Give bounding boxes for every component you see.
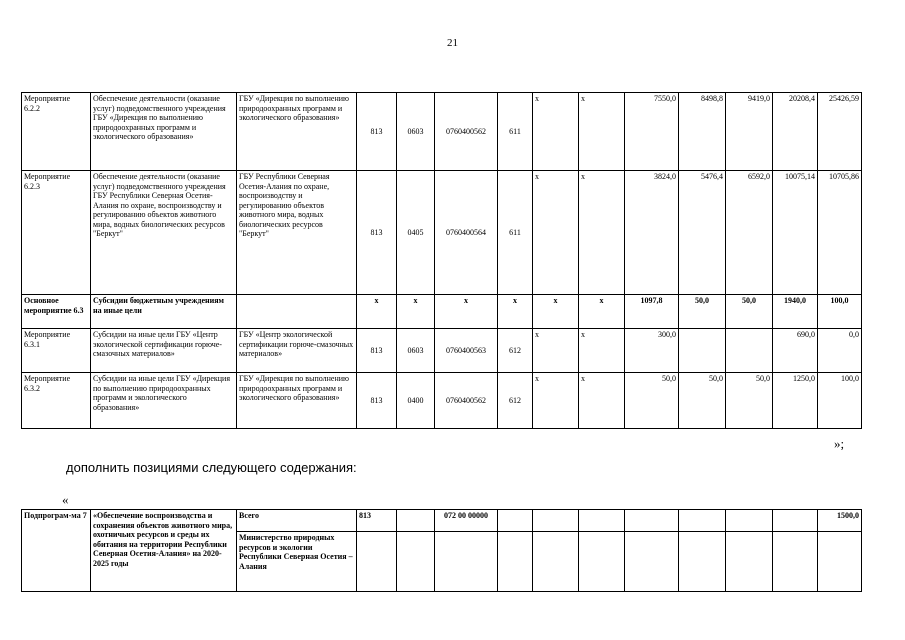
table-cell: Мероприятие 6.2.3 [22, 171, 91, 295]
table-cell: x [533, 93, 579, 171]
empty-cell [625, 532, 679, 592]
table-cell: 50,0 [726, 373, 773, 429]
table-cell: 300,0 [625, 329, 679, 373]
empty-cell [726, 532, 773, 592]
table-cell: 0405 [397, 171, 435, 295]
empty-cell [579, 510, 625, 532]
table-cell: 0760400562 [435, 373, 498, 429]
row-csr: 072 00 00000 [435, 510, 498, 532]
table-cell: x [357, 295, 397, 329]
table-cell: 10705,86 [818, 171, 862, 295]
intro-text: дополнить позициями следующего содержания: [66, 460, 357, 475]
table-cell: 813 [357, 373, 397, 429]
empty-cell [726, 510, 773, 532]
table-cell: 20208,4 [773, 93, 818, 171]
table-cell [237, 295, 357, 329]
row-value-2025: 1500,0 [818, 510, 862, 532]
table-cell: x [579, 295, 625, 329]
closing-quote: »; [834, 436, 845, 451]
table-cell: 0603 [397, 93, 435, 171]
table-cell: 0760400562 [435, 93, 498, 171]
empty-cell [498, 510, 533, 532]
empty-cell [397, 532, 435, 592]
table-cell: 50,0 [679, 295, 726, 329]
empty-cell [773, 510, 818, 532]
table-cell: 813 [357, 171, 397, 295]
empty-cell [818, 532, 862, 592]
table-cell: 25426,59 [818, 93, 862, 171]
table-cell: x [579, 171, 625, 295]
table-cell: Основное мероприятие 6.3 [22, 295, 91, 329]
empty-cell [679, 510, 726, 532]
table-cell: x [579, 373, 625, 429]
table-cell: x [579, 93, 625, 171]
table-cell: 611 [498, 171, 533, 295]
table-cell: 1097,8 [625, 295, 679, 329]
table-cell: 611 [498, 93, 533, 171]
row-executor-total: Всего [237, 510, 357, 532]
table-cell: 7550,0 [625, 93, 679, 171]
table-cell: 0760400564 [435, 171, 498, 295]
table-cell: 50,0 [679, 373, 726, 429]
table-cell: x [435, 295, 498, 329]
table-cell: 50,0 [726, 295, 773, 329]
table-row [22, 329, 862, 373]
empty-cell [435, 532, 498, 592]
table-cell: 1940,0 [773, 295, 818, 329]
table-row [22, 93, 862, 171]
opening-quote: « [62, 492, 69, 507]
table-cell: 50,0 [625, 373, 679, 429]
table-cell: 100,0 [818, 373, 862, 429]
table-cell: ГБУ «Центр экологической сертификации горюче-смазочных материалов» [237, 329, 357, 373]
page-number: 21 [447, 37, 458, 49]
table-cell: 10075,14 [773, 171, 818, 295]
table-cell: 813 [357, 93, 397, 171]
table-cell: Субсидии на иные цели ГБУ «Центр экологической сертификации горюче-смазочных материалов» [91, 329, 237, 373]
table-cell: x [533, 373, 579, 429]
table-cell: x [533, 171, 579, 295]
empty-cell [533, 510, 579, 532]
table-cell: x [533, 329, 579, 373]
table-cell: Мероприятие 6.3.1 [22, 329, 91, 373]
table-cell: 6592,0 [726, 171, 773, 295]
table-cell: 612 [498, 373, 533, 429]
empty-cell [579, 532, 625, 592]
row-grbs: 813 [357, 510, 397, 532]
table-cell: 5476,4 [679, 171, 726, 295]
subprogram-name: «Обеспечение воспроизводства и сохранения объектов животного мира, охотничьих ресурсов и среды их обитания на территории Республики Северная Осетия-Алания» на 2020-2025 годы [91, 510, 237, 592]
table-cell: Субсидии на иные цели ГБУ «Дирекция по выполнению природоохранных программ и экологического образования» [91, 373, 237, 429]
table-row [22, 171, 862, 295]
table-cell: Субсидии бюджетным учреждениям на иные цели [91, 295, 237, 329]
table-cell: 690,0 [773, 329, 818, 373]
table-cell: 612 [498, 329, 533, 373]
table-cell: Обеспечение деятельности (оказание услуг) подведомственного учреждения ГБУ Республики Северная Осетия-Алания по охране, воспроизводству и регулированию объектов животного мира, водных биологических ресурсов "Беркут" [91, 171, 237, 295]
empty-cell [357, 532, 397, 592]
table-cell: x [579, 329, 625, 373]
table-cell: Мероприятие 6.2.2 [22, 93, 91, 171]
empty-cell [625, 510, 679, 532]
empty-cell [679, 532, 726, 592]
table-row [22, 373, 862, 429]
empty-cell [773, 532, 818, 592]
table-cell: Обеспечение деятельности (оказание услуг) подведомственного учреждения ГБУ «Дирекция по выполнению природоохранных программ и экологического образования» [91, 93, 237, 171]
table-cell: 0760400563 [435, 329, 498, 373]
table-cell: ГБУ Республики Северная Осетия-Алания по охране, воспроизводству и регулированию объектов животного мира, водных биологических ресурсов "Беркут" [237, 171, 357, 295]
table-cell: 0,0 [818, 329, 862, 373]
budget-table [21, 92, 862, 429]
empty-cell [397, 510, 435, 532]
table-cell [679, 329, 726, 373]
table-cell: 9419,0 [726, 93, 773, 171]
table-cell: 1250,0 [773, 373, 818, 429]
table-cell: 3824,0 [625, 171, 679, 295]
table-cell: 8498,8 [679, 93, 726, 171]
table-cell: 813 [357, 329, 397, 373]
subprogram-table [21, 509, 862, 592]
empty-cell [498, 532, 533, 592]
table-cell: 0400 [397, 373, 435, 429]
table-cell: ГБУ «Дирекция по выполнению природоохранных программ и экологического образования» [237, 373, 357, 429]
row-executor-ministry: Министерство природных ресурсов и экологии Республики Северная Осетия – Алания [237, 532, 357, 592]
table-cell: x [498, 295, 533, 329]
table-cell: Мероприятие 6.3.2 [22, 373, 91, 429]
empty-cell [533, 532, 579, 592]
table-row [22, 295, 862, 329]
table-cell: x [397, 295, 435, 329]
table-cell: 100,0 [818, 295, 862, 329]
table-cell [726, 329, 773, 373]
table-cell: x [533, 295, 579, 329]
subprogram-label: Подпрограм-ма 7 [22, 510, 91, 592]
table-cell: 0603 [397, 329, 435, 373]
table-cell: ГБУ «Дирекция по выполнению природоохранных программ и экологического образования» [237, 93, 357, 171]
